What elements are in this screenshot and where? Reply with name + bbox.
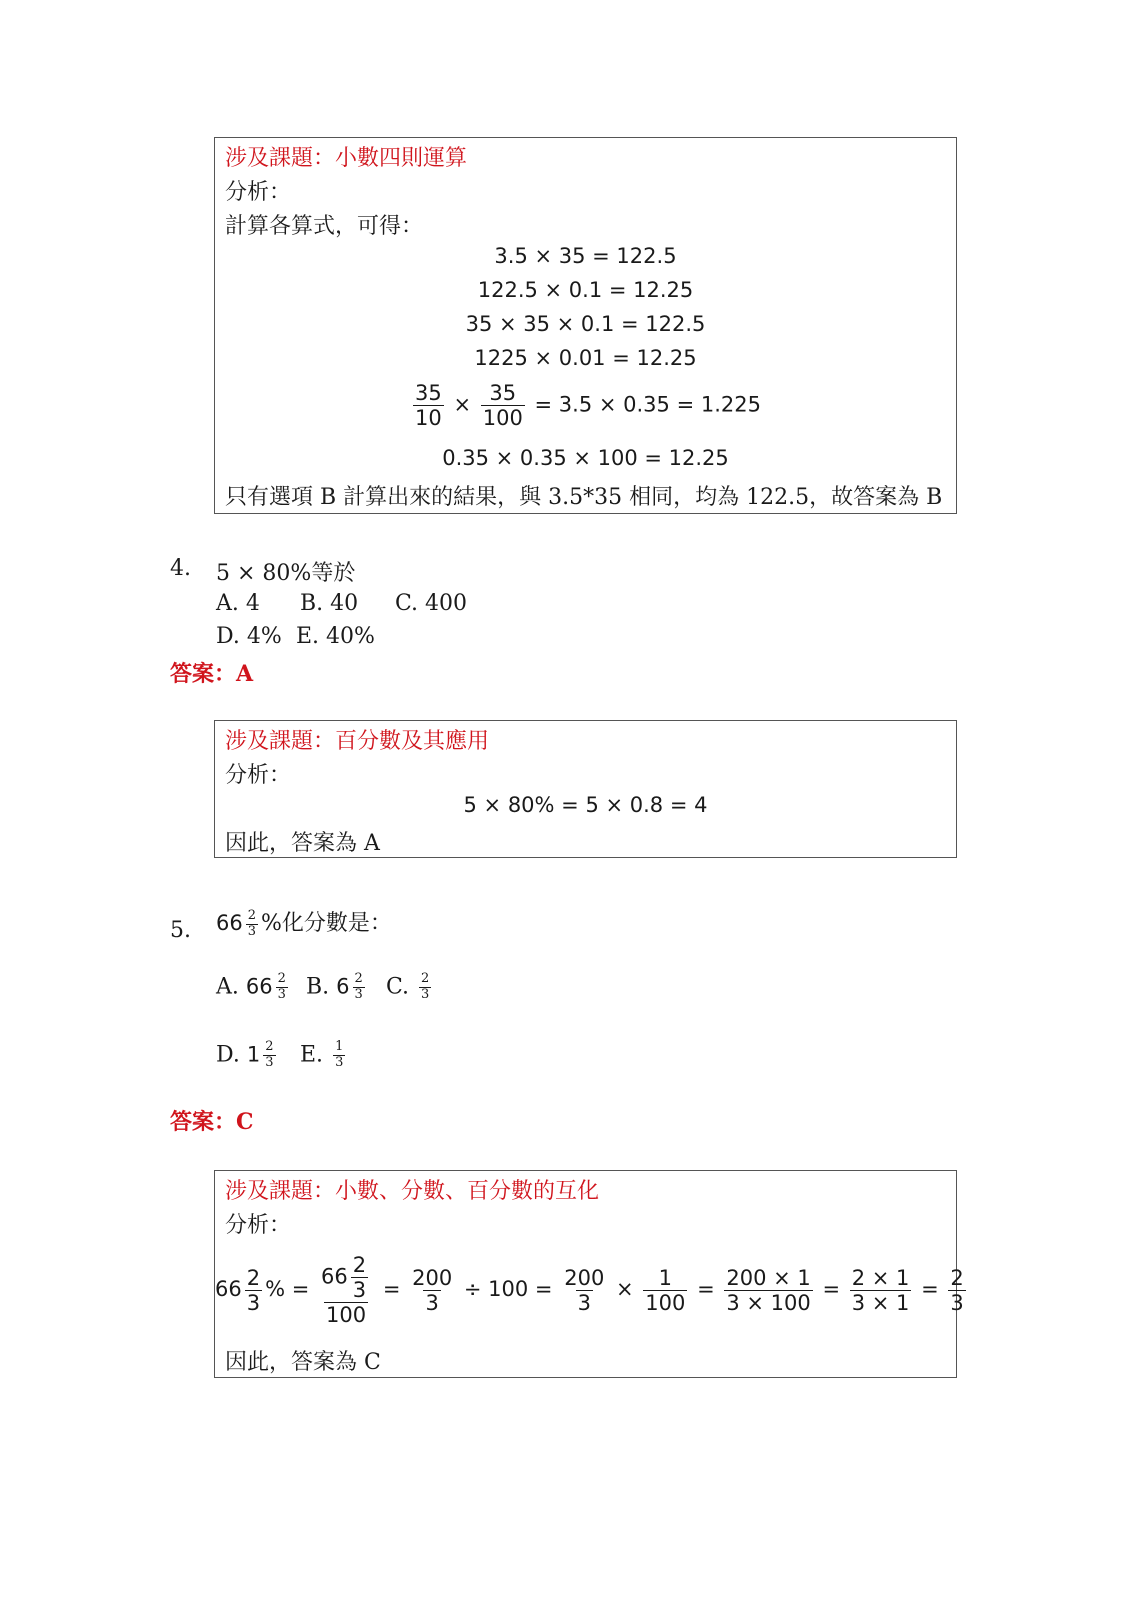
conclusion: 因此，答案為 A: [225, 831, 380, 856]
fraction: $\frac{2}{3}$: [352, 1253, 367, 1303]
fraction: $\frac{1}{3}$: [335, 1039, 344, 1070]
option-d: D. 1 $\frac{2}{3}$: [216, 1039, 274, 1070]
question-text: 66 $\frac{2}{3}$ %化分數是：: [216, 907, 392, 939]
option-b: B. 40: [300, 591, 359, 616]
analysis-intro: 計算各算式，可得：: [225, 214, 424, 239]
equation: 0.35 × 0.35 × 100 = 12.25: [442, 446, 729, 470]
analysis-box-1: [214, 137, 957, 514]
analysis-box-2: [214, 720, 957, 858]
fraction: $\frac{2 \times 1}{3 \times 1}$: [851, 1265, 910, 1315]
fraction: $\frac{2}{3}$: [354, 971, 363, 1002]
fraction: $\frac{2}{3}$: [246, 1265, 261, 1315]
analysis-box-3: [214, 1170, 964, 1378]
option-c: C. 400: [395, 591, 468, 616]
equation: 5 × 80% = 5 × 0.8 = 4: [463, 793, 708, 817]
option-a: A. 4: [216, 591, 260, 616]
option-a: A. 66 $\frac{2}{3}$: [216, 971, 286, 1002]
analysis-label: 分析：: [225, 180, 292, 205]
conclusion: 只有選項 B 計算出來的結果，與 3.5*35 相同，均為 122.5，故答案為 B: [225, 485, 943, 510]
option-d: D. 4%: [216, 624, 282, 649]
option-b: B. 6 $\frac{2}{3}$: [306, 971, 363, 1002]
equation: 1225 × 0.01 = 12.25: [474, 346, 697, 370]
fraction: $\frac{200 \times 1}{3 \times 100}$: [726, 1265, 811, 1315]
fraction: $\frac{2}{3}$: [421, 971, 430, 1002]
equation: 35 × 35 × 0.1 = 122.5: [465, 312, 706, 336]
option-c: C. $\frac{2}{3}$: [386, 971, 430, 1002]
equation: 122.5 × 0.1 = 12.25: [477, 278, 694, 302]
question-number: 5.: [170, 918, 191, 943]
option-e: E. $\frac{1}{3}$: [300, 1039, 344, 1070]
fraction: $\frac{2}{3}$: [265, 1039, 274, 1070]
fraction: $\frac{200}{3}$: [564, 1265, 605, 1315]
conclusion: 因此，答案為 C: [225, 1350, 381, 1375]
analysis-label: 分析：: [225, 1213, 292, 1238]
topic-heading: 涉及課題：小數四則運算: [225, 146, 468, 171]
fraction: $\frac{35}{10}$: [415, 381, 442, 431]
question-number: 4.: [170, 556, 191, 581]
fraction: $\frac{2}{3}$: [277, 971, 286, 1002]
answer: 答案：A: [170, 661, 254, 687]
topic-heading: 涉及課題：百分數及其應用: [225, 729, 490, 754]
complex-fraction: 66 $\frac{2}{3}$ 100: [321, 1253, 367, 1328]
fraction: $\frac{1}{100}$: [645, 1265, 686, 1315]
topic-heading: 涉及課題：小數、分數、百分數的互化: [225, 1179, 600, 1204]
fraction: $\frac{2}{3}$: [247, 907, 257, 939]
question-text: 5 × 80%等於: [216, 561, 356, 586]
fraction: $\frac{2}{3}$: [950, 1265, 964, 1315]
equation: 3.5 × 35 = 122.5: [494, 244, 677, 268]
option-e: E. 40%: [296, 624, 375, 649]
fraction: $\frac{200}{3}$: [412, 1265, 453, 1315]
fraction-equation: $\frac{35}{10}$ × $\frac{35}{100}$ = 3.5 × 0.35 = 1.225: [415, 381, 761, 431]
fraction: $\frac{35}{100}$: [482, 381, 523, 431]
answer: 答案：C: [170, 1109, 254, 1135]
fraction-equation: 66 $\frac{2}{3}$ % = 66 $\frac{2}{3}$ 100 = $\frac{200}{3}$ ÷ 100 = $\frac{200}{3}$ × $\frac{1}{100}$ = $\frac{200 \times 1}{3 \times 100}$ = $\frac{2 \times 1}{3 \times 1}$ = $\frac{2}{3}$: [215, 1253, 964, 1328]
analysis-label: 分析：: [225, 763, 292, 788]
